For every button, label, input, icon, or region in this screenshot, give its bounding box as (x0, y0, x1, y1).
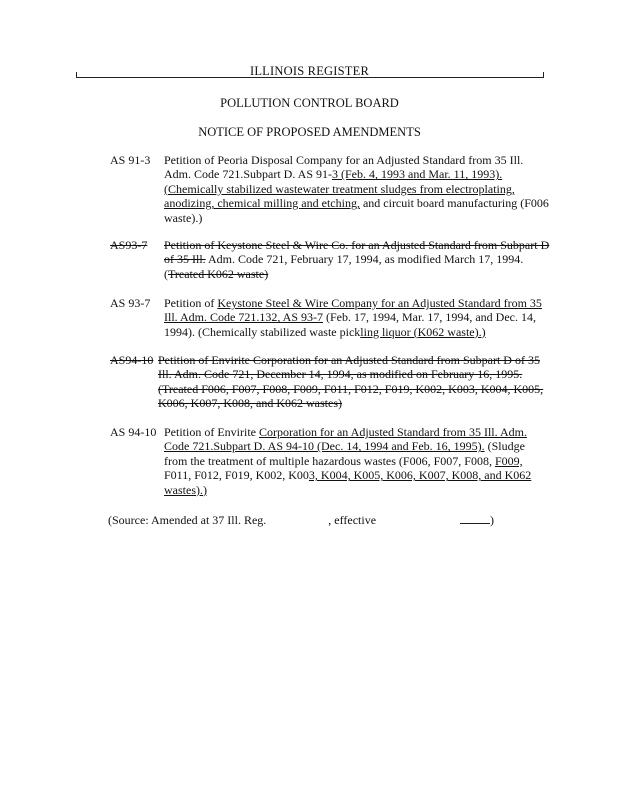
source-note (108, 513, 494, 528)
entry-text-part: Petition of (164, 296, 218, 310)
entry-as94-10-struck (110, 353, 550, 411)
blank-line (460, 513, 490, 524)
entry-text-part: Petition of Envirite (164, 425, 259, 439)
entry-text-part: (Sludge from the treatment of multiple hazardous wastes (F006, F007, F008, (164, 439, 525, 468)
entry-text-part: and circuit board manufacturing (F006 waste).) (164, 196, 549, 225)
source-close: ) (490, 513, 495, 527)
entry-text-part: (Feb. 17, 1994, Mar. 17, 1994, and Dec. 14, 1994). (Chemically stabilized waste pick (164, 310, 536, 339)
notice-title: NOTICE OF PROPOSED AMENDMENTS (198, 125, 421, 139)
entry-text (164, 296, 550, 339)
docket-number: AS 91-3 (110, 153, 151, 167)
entry-as93-7-struck (110, 238, 550, 281)
struck-text: Petition of Envirite Corporation for an Adjusted Standard from Subpart D of 35 Ill. Adm. Code 721, December 14, 1994, as modified on February 16, 1995. (Treated F006, F007, F008, F009, F011, F012, F019, K002, K003, K004, K005, K006, K007, K008, and K062 wastes) (158, 353, 544, 411)
entry-text (164, 238, 550, 281)
docket-number: AS94-10 (110, 353, 154, 367)
docket-number: AS 93-7 (110, 296, 151, 310)
register-title: ILLINOIS REGISTER (249, 64, 369, 78)
source-prefix: (Source: Amended at 37 Ill. Reg. (108, 513, 267, 527)
entry-as-91-3 (110, 153, 550, 225)
underlined-insertion: ling liquor (K062 waste).) (360, 324, 486, 339)
underlined-insertion: 3, K004, K005, K006, K007, K008, and K062 wastes).) (164, 468, 532, 497)
underlined-insertion: anodizing, chemical milling and etching, (164, 196, 360, 211)
struck-text: Treated K062 waste) (168, 266, 269, 281)
underlined-insertion: F009, (494, 453, 523, 468)
entry-text-part: (Chemically stabilized wastewater treatment sludges from electroplating, (164, 181, 515, 196)
entry-as-93-7 (110, 296, 550, 339)
docket-number: AS93-7 (110, 238, 148, 252)
entry-text (158, 353, 550, 411)
entry-text-part: F011, F012, F019, K002, K00 (164, 468, 309, 483)
entry-text-part: Adm. Code 721, February 17, 1994, as modified March 17, 1994. ( (164, 252, 524, 281)
entry-text (164, 153, 550, 225)
underlined-insertion: Corporation for an Adjusted Standard from 35 Ill. Adm. Code 721.Subpart D. AS 94-10 (Dec. 14, 1994 and Feb. 16, 1995). (164, 425, 527, 454)
underlined-insertion: Keystone Steel & Wire Company for an Adjusted Standard from 35 Ill. Adm. Code 721.132, AS 93-7 (164, 296, 542, 325)
underlined-insertion: 3 (Feb. 4, 1993 and Mar. 11, 1993). (332, 167, 503, 182)
struck-text: Petition of Keystone Steel & Wire Co. for an Adjusted Standard from Subpart D of 35 Ill. (164, 238, 550, 267)
board-name: POLLUTION CONTROL BOARD (220, 96, 399, 110)
docket-number: AS 94-10 (110, 425, 157, 439)
entry-text (164, 425, 550, 497)
source-effective: , effective (328, 513, 377, 527)
entry-text-part: Petition of Peoria Disposal Company for an Adjusted Standard from 35 Ill. Adm. Code 721.Subpart D. AS 91- (164, 153, 524, 182)
entry-as-94-10 (110, 425, 550, 497)
